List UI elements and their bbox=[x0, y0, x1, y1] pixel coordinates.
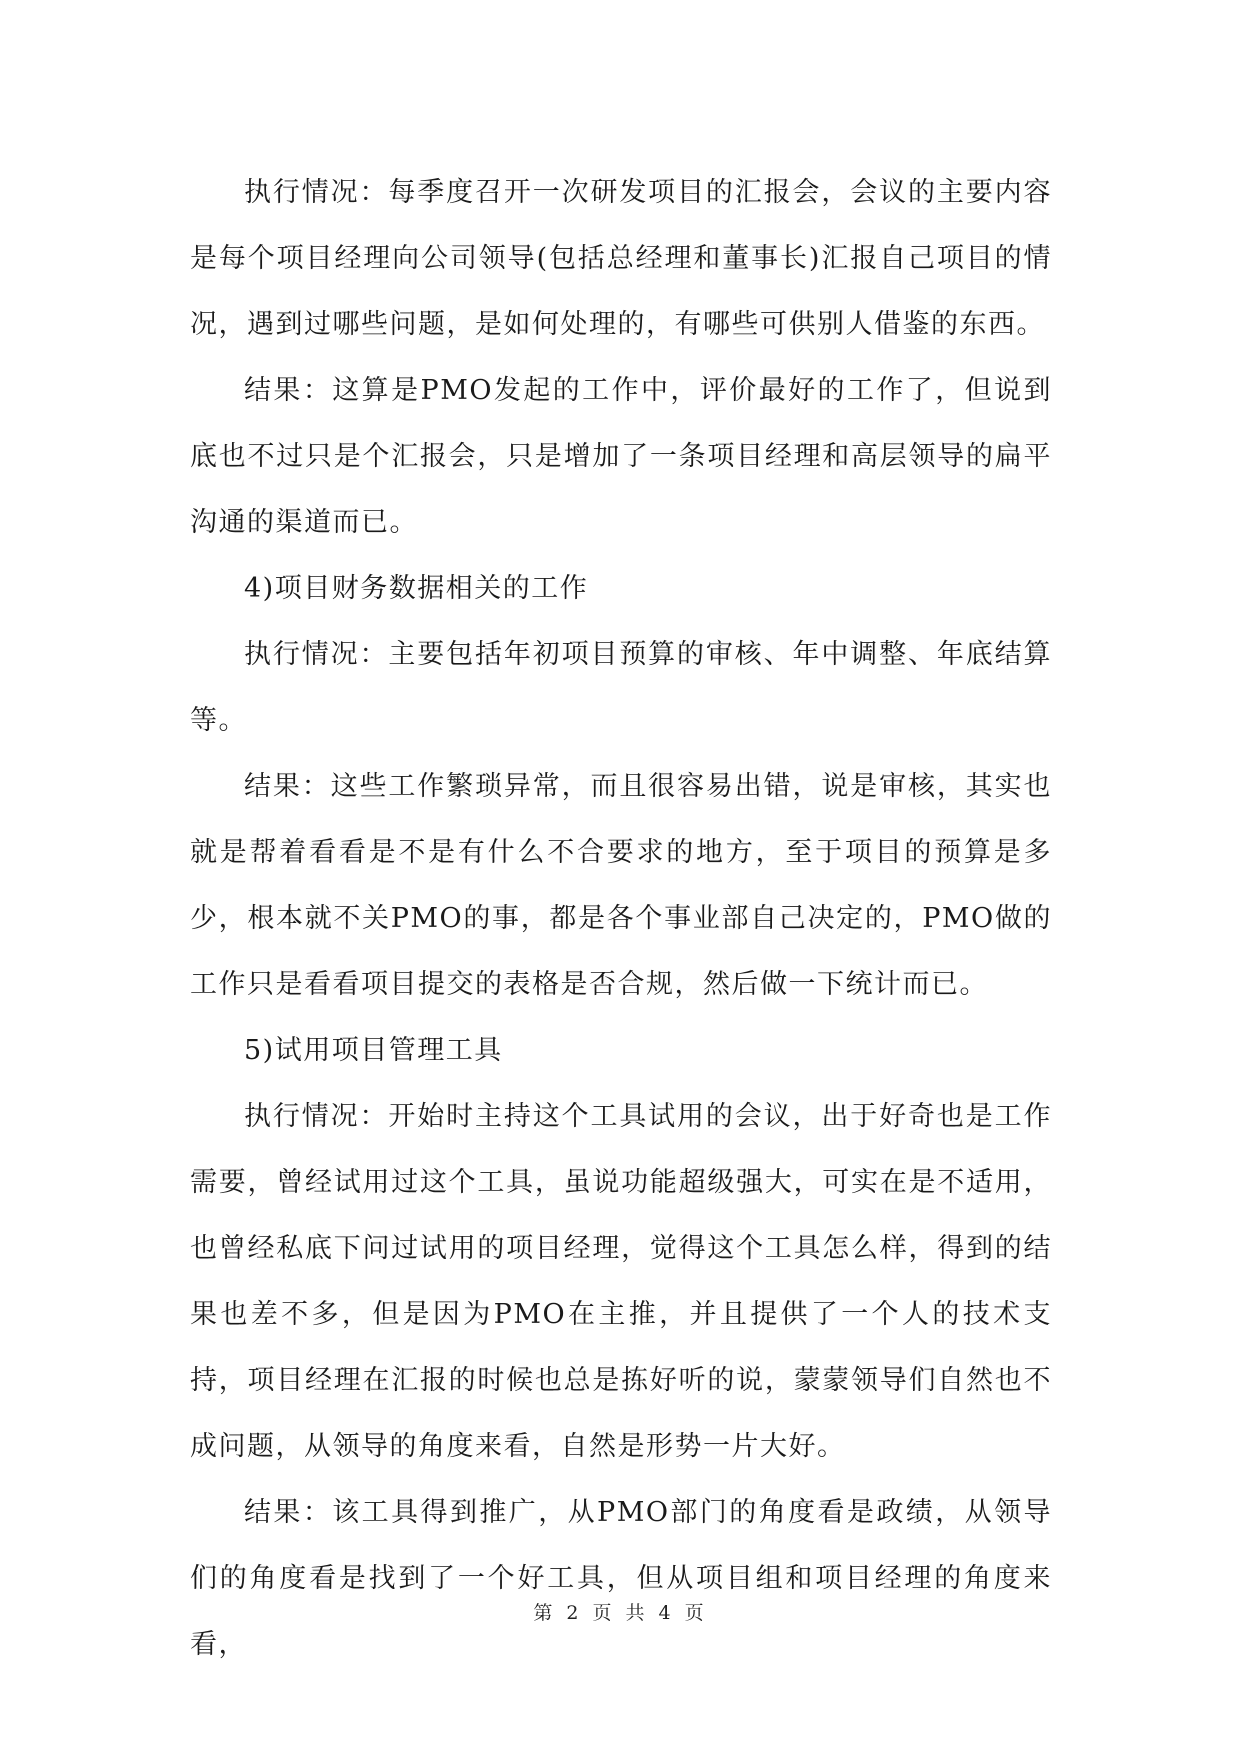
paragraph: 执行情况：开始时主持这个工具试用的会议，出于好奇也是工作需要，曾经试用过这个工具，虽说功能超级强大，可实在是不适用，也曾经私底下问过试用的项目经理，觉得这个工具怎么样，得到的结果也差不多，但是因为PMO在主推，并且提供了一个人的技术支持，项目经理在汇报的时候也总是拣好听的说，蒙蒙领导们自然也不成问题，从领导的角度来看，自然是形势一片大好。 bbox=[190, 1101, 1052, 1462]
paragraph: 执行情况：主要包括年初项目预算的审核、年中调整、年底结算等。 bbox=[190, 639, 1052, 736]
paragraph: 结果：该工具得到推广，从PMO部门的角度看是政绩，从领导们的角度看是找到了一个好工具，但从项目组和项目经理的角度来看， bbox=[190, 1497, 1052, 1660]
paragraph: 结果：这些工作繁琐异常，而且很容易出错，说是审核，其实也就是帮着看看是不是有什么不合要求的地方，至于项目的预算是多少，根本就不关PMO的事，都是各个事业部自己决定的，PMO做的工作只是看看项目提交的表格是否合规，然后做一下统计而已。 bbox=[190, 771, 1052, 1000]
paragraph: 执行情况：每季度召开一次研发项目的汇报会，会议的主要内容是每个项目经理向公司领导(包括总经理和董事长)汇报自己项目的情况，遇到过哪些问题，是如何处理的，有哪些可供别人借鉴的东西。 bbox=[190, 177, 1052, 340]
paragraph: 结果：这算是PMO发起的工作中，评价最好的工作了，但说到底也不过只是个汇报会，只是增加了一条项目经理和高层领导的扁平沟通的渠道而已。 bbox=[190, 375, 1052, 538]
document-body bbox=[190, 160, 1052, 1678]
page-number-footer: 第 2 页 共 4 页 bbox=[533, 1602, 708, 1624]
section-heading: 4)项目财务数据相关的工作 bbox=[244, 573, 589, 604]
section-heading: 5)试用项目管理工具 bbox=[244, 1035, 503, 1066]
